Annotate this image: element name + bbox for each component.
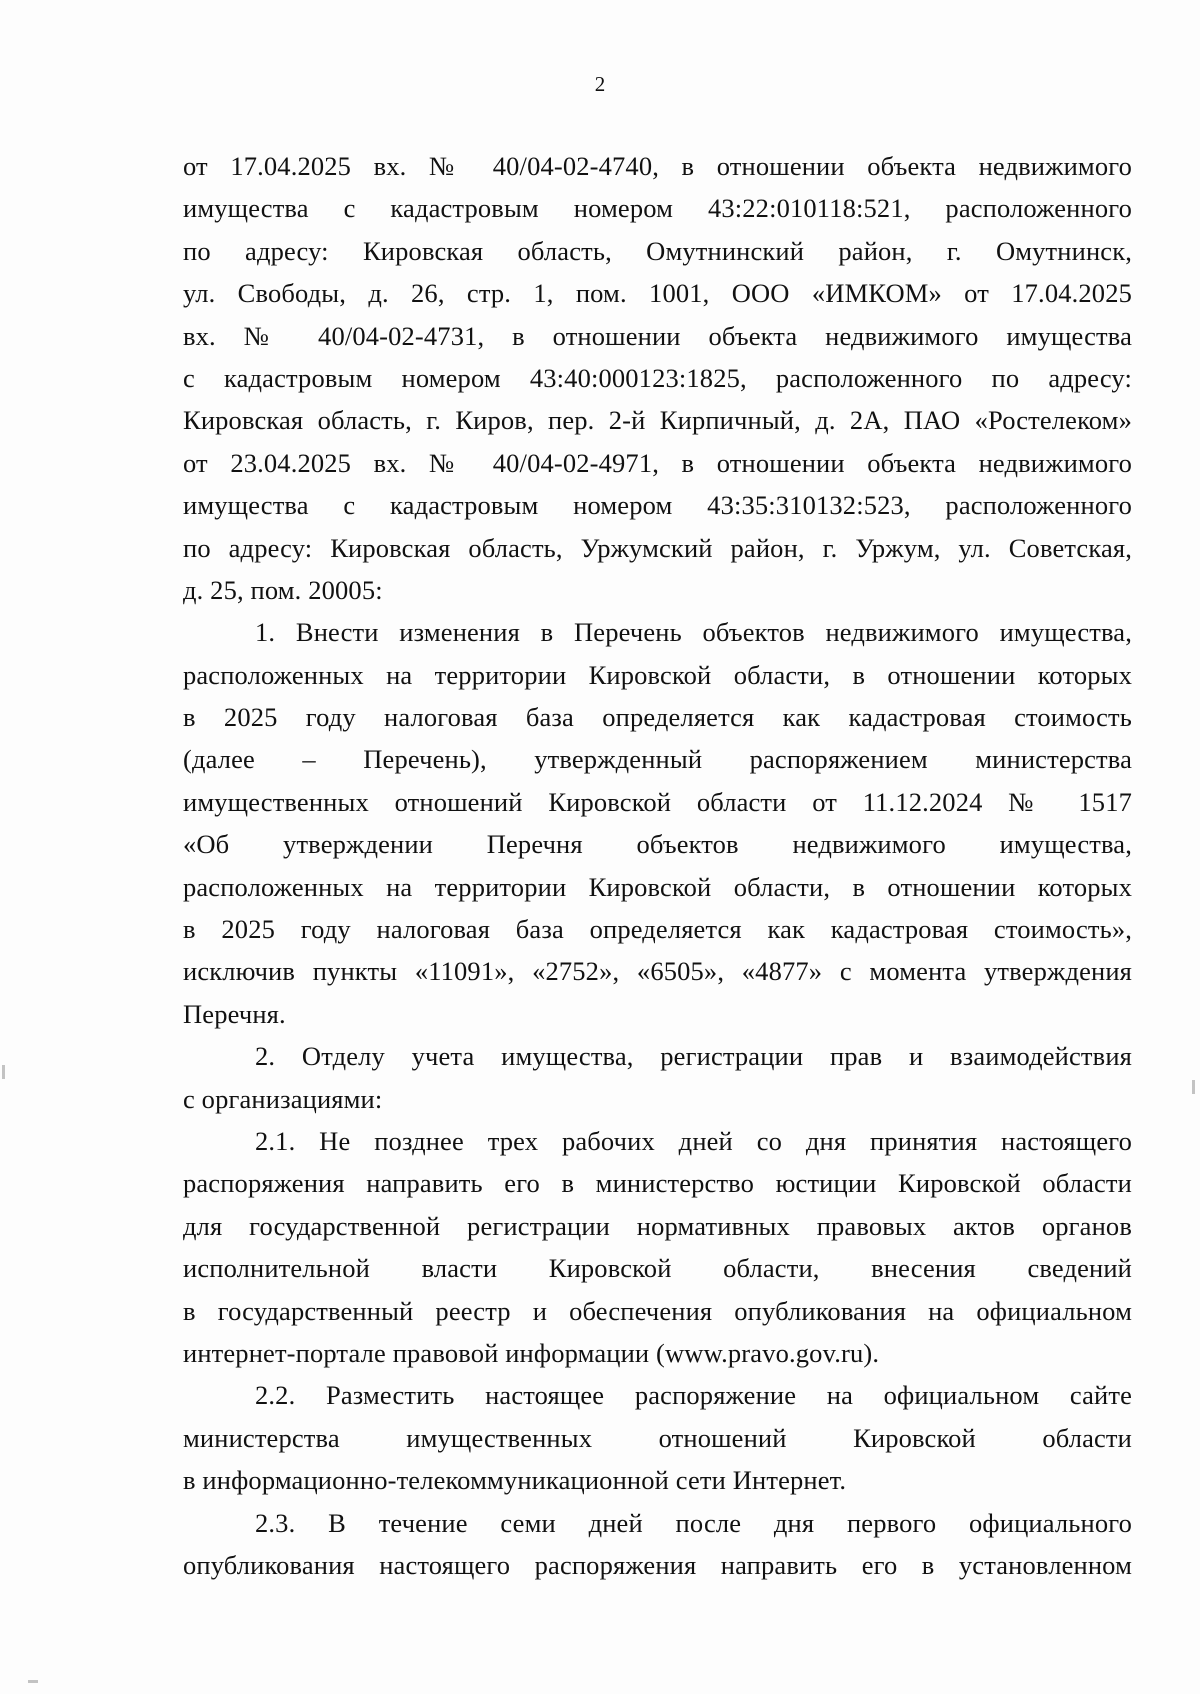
text-line: в информационно-телекоммуникационной сети Интернет. xyxy=(183,1465,847,1496)
text-line: 1. Внести изменения в Перечень объектов недвижимого имущества, xyxy=(255,617,1132,648)
scan-edge-mark xyxy=(1192,1080,1195,1094)
text-line: в государственный реестр и обеспечения опубликования на официальном xyxy=(183,1295,1132,1326)
text-line: по адресу: Кировская область, Омутнинский район, г. Омутнинск, xyxy=(183,235,1132,266)
text-line: в 2025 году налоговая база определяется как кадастровая стоимость xyxy=(183,702,1132,733)
text-line: расположенных на территории Кировской области, в отношении которых xyxy=(183,871,1132,902)
text-line: с кадастровым номером 43:40:000123:1825, расположенного по адресу: xyxy=(183,362,1132,393)
text-line: д. 25, пом. 20005: xyxy=(183,574,383,605)
text-line: для государственной регистрации нормативных правовых актов органов xyxy=(183,1210,1132,1241)
text-line: «Об утверждении Перечня объектов недвижимого имущества, xyxy=(183,829,1132,860)
text-line: Перечня. xyxy=(183,998,286,1029)
text-line: 2.2. Разместить настоящее распоряжение на официальном сайте xyxy=(255,1380,1132,1411)
text-line: исключив пункты «11091», «2752», «6505», «4877» с момента утверждения xyxy=(183,956,1132,987)
text-line: интернет-портале правовой информации (www.pravo.gov.ru). xyxy=(183,1337,880,1368)
scan-edge-mark xyxy=(2,1065,5,1079)
text-line: имущественных отношений Кировской области от 11.12.2024 № 1517 xyxy=(183,786,1132,817)
text-line: 2. Отделу учета имущества, регистрации прав и взаимодействия xyxy=(255,1041,1132,1072)
text-line: 2.1. Не позднее трех рабочих дней со дня принятия настоящего xyxy=(255,1125,1132,1156)
document-body xyxy=(183,145,1132,1586)
text-line: распоряжения направить его в министерство юстиции Кировской области xyxy=(183,1168,1132,1199)
text-line: от 23.04.2025 вх. № 40/04-02-4971, в отношении объекта недвижимого xyxy=(183,447,1132,478)
text-line: имущества с кадастровым номером 43:22:010118:521, расположенного xyxy=(183,193,1132,224)
text-line: расположенных на территории Кировской области, в отношении которых xyxy=(183,659,1132,690)
text-line: (далее – Перечень), утвержденный распоряжением министерства xyxy=(183,744,1132,775)
page-number: 2 xyxy=(594,72,606,96)
text-line: опубликования настоящего распоряжения направить его в установленном xyxy=(183,1549,1132,1580)
text-line: по адресу: Кировская область, Уржумский район, г. Уржум, ул. Советская, xyxy=(183,532,1132,563)
text-line: от 17.04.2025 вх. № 40/04-02-4740, в отношении объекта недвижимого xyxy=(183,151,1132,181)
text-line: в 2025 году налоговая база определяется как кадастровая стоимость», xyxy=(183,914,1132,945)
text-line: ул. Свободы, д. 26, стр. 1, пом. 1001, ООО «ИМКОМ» от 17.04.2025 xyxy=(183,278,1132,309)
text-line: Кировская область, г. Киров, пер. 2-й Кирпичный, д. 2А, ПАО «Ростелеком» xyxy=(183,405,1132,436)
text-line: 2.3. В течение семи дней после дня первого официального xyxy=(255,1507,1132,1538)
text-line: с организациями: xyxy=(183,1083,383,1114)
text-line: исполнительной власти Кировской области, внесения сведений xyxy=(183,1253,1132,1284)
text-line: вх. № 40/04-02-4731, в отношении объекта недвижимого имущества xyxy=(183,320,1132,351)
text-line: имущества с кадастровым номером 43:35:310132:523, расположенного xyxy=(183,490,1132,521)
text-line: министерства имущественных отношений Кировской области xyxy=(183,1422,1132,1453)
scan-edge-mark xyxy=(28,1680,38,1683)
